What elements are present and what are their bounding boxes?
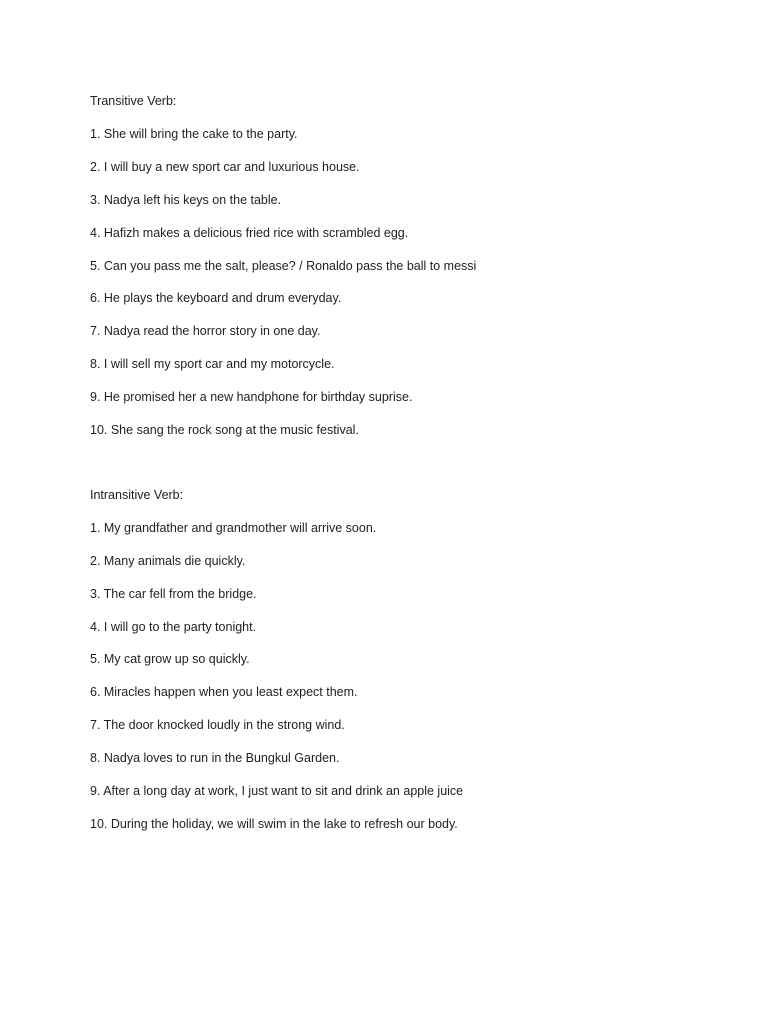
section-spacer bbox=[90, 454, 690, 486]
transitive-item-9: 9. He promised her a new handphone for birthday suprise. bbox=[90, 390, 413, 405]
intransitive-item-10: 10. During the holiday, we will swim in the lake to refresh our body. bbox=[90, 816, 458, 831]
transitive-item-1: 1. She will bring the cake to the party. bbox=[90, 127, 298, 141]
intransitive-item-1: 1. My grandfather and grandmother will arrive soon. bbox=[90, 520, 377, 535]
transitive-item-4: 4. Hafizh makes a delicious fried rice with scrambled egg. bbox=[90, 225, 409, 240]
intransitive-item-8: 8. Nadya loves to run in the Bungkul Garden. bbox=[90, 751, 340, 766]
document-body bbox=[90, 92, 690, 848]
transitive-item-6: 6. He plays the keyboard and drum everyday. bbox=[90, 291, 342, 306]
intransitive-section bbox=[90, 486, 690, 833]
transitive-item-10: 10. She sang the rock song at the music festival. bbox=[90, 423, 359, 438]
intransitive-item-5: 5. My cat grow up so quickly. bbox=[90, 652, 250, 667]
transitive-item-3: 3. Nadya left his keys on the table. bbox=[90, 192, 282, 207]
intransitive-item-6: 6. Miracles happen when you least expect them. bbox=[90, 685, 358, 700]
transitive-section-title: Transitive Verb: bbox=[90, 94, 177, 108]
intransitive-item-4: 4. I will go to the party tonight. bbox=[90, 619, 257, 634]
transitive-item-2: 2. I will buy a new sport car and luxurious house. bbox=[90, 159, 360, 174]
transitive-item-8: 8. I will sell my sport car and my motorcycle. bbox=[90, 357, 335, 372]
transitive-item-7: 7. Nadya read the horror story in one day. bbox=[90, 324, 321, 339]
intransitive-item-9: 9. After a long day at work, I just want to sit and drink an apple juice bbox=[90, 784, 464, 799]
intransitive-item-2: 2. Many animals die quickly. bbox=[90, 553, 246, 568]
intransitive-section-title: Intransitive Verb: bbox=[90, 487, 184, 502]
transitive-item-5: 5. Can you pass me the salt, please? / Ronaldo pass the ball to messi bbox=[90, 258, 477, 273]
intransitive-item-7: 7. The door knocked loudly in the strong wind. bbox=[90, 718, 345, 733]
intransitive-item-3: 3. The car fell from the bridge. bbox=[90, 586, 257, 601]
transitive-section bbox=[90, 92, 690, 439]
